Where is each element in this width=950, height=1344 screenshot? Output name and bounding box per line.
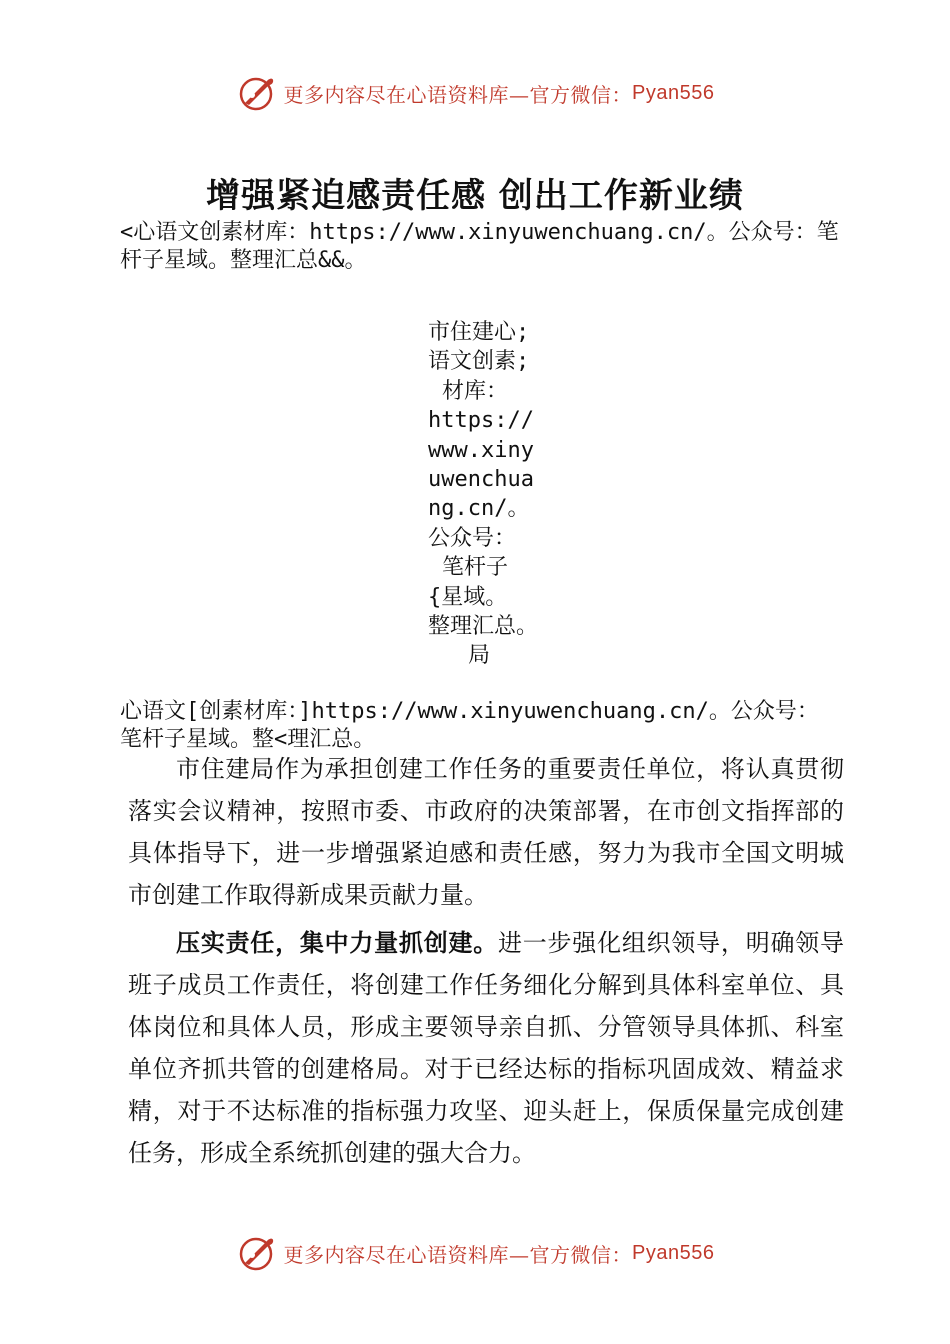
column-line: 笔杆子 xyxy=(442,555,509,581)
column-line: {星域。 xyxy=(428,584,508,610)
banner-text: 更多内容尽在心语资料库—官方微信： xyxy=(283,82,633,107)
column-line: ng.cn/。 xyxy=(428,496,530,522)
column-line: uwenchua xyxy=(428,467,534,493)
paragraph-2 xyxy=(128,922,844,1174)
quill-logo-icon xyxy=(236,1233,276,1273)
banner-wechat-id: Pyan556 xyxy=(632,81,715,104)
column-line: www.xiny xyxy=(428,437,534,463)
source-note-1: <心语文创素材库：https://www.xinyuwenchuang.cn/。公众号：笔杆子星域。整理汇总&&。 xyxy=(120,220,839,273)
column-line: 材库： xyxy=(442,378,509,404)
column-line: 语文创素; xyxy=(428,349,530,375)
banner-text: 更多内容尽在心语资料库—官方微信： xyxy=(283,1242,633,1267)
column-line: 局 xyxy=(468,643,491,669)
column-line: 公众号： xyxy=(428,525,517,551)
quill-logo-icon xyxy=(236,73,276,113)
column-line: 整理汇总。 xyxy=(428,614,539,640)
footer-banner xyxy=(0,1228,950,1278)
column-line: 市住建心; xyxy=(428,320,530,345)
paragraph-1: 市住建局作为承担创建工作任务的重要责任单位，将认真贯彻落实会议精神，按照市委、市政府的决策部署，在市创文指挥部的具体指导下，进一步增强紧迫感和责任感，努力为我市全国文明城市创建工作取得新成果贡献力量。 xyxy=(128,755,844,909)
paragraph-2-text: 进一步强化组织领导，明确领导班子成员工作责任，将创建工作任务细化分解到具体科室单位、具体岗位和具体人员，形成主要领导亲自抓、分管领导具体抓、科室单位齐抓共管的创建格局。对于已经达标的指标巩固成效、精益求精，对于不达标准的指标强力攻坚、迎头赶上，保质保量完成创建任务，形成全系统抓创建的强大合力。 xyxy=(128,929,844,1167)
paragraph-2-lead: 压实责任，集中力量抓创建。 xyxy=(176,929,498,957)
banner-wechat-id: Pyan556 xyxy=(632,1241,715,1264)
column-line: https:// xyxy=(428,408,534,434)
column-block xyxy=(428,318,568,671)
document-title: 增强紧迫感责任感 创出工作新业绩 xyxy=(206,176,744,216)
header-banner xyxy=(0,68,950,118)
source-note-2: 心语文[创素材库：]https://www.xinyuwenchuang.cn/。公众号：笔杆子星域。整<理汇总。 xyxy=(120,699,819,752)
